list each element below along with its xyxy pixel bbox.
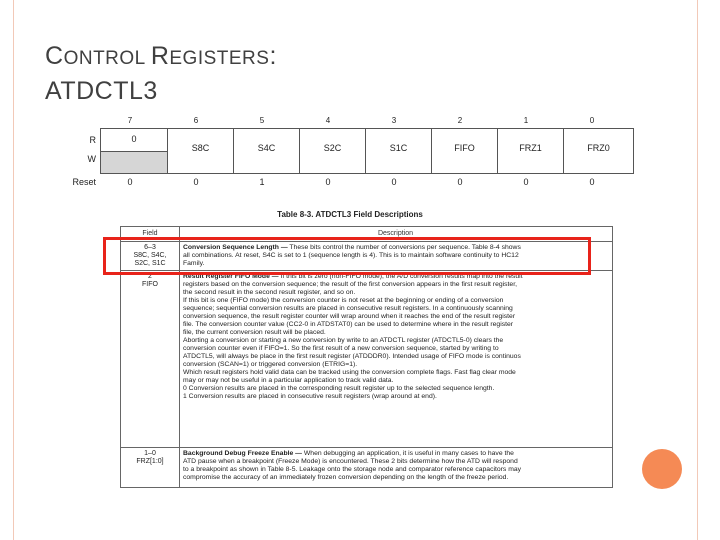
bit-number: 5 [259, 116, 265, 125]
row2-desc-line: Aborting a conversion or starting a new conversion by write to an ATDCTL register (ATDCTL5-0) clears the [183, 337, 504, 344]
row2-description [183, 273, 611, 401]
register-cell-s4c [233, 129, 299, 173]
row3-field-name: FRZ[1:0] [136, 458, 164, 465]
row-label-write: W [87, 154, 96, 164]
table-header-description: Description [377, 230, 413, 237]
row2-desc-line: conversion sequence, the result register counter will wrap around when it reaches the end of the result register [183, 313, 516, 320]
highlight-box [103, 237, 591, 275]
reset-value: 0 [589, 177, 595, 187]
register-cell-s8c [167, 129, 233, 173]
right-decor-line [697, 0, 698, 540]
row1-field-name-b: S2C, S1C [134, 260, 166, 267]
slide-title [45, 40, 465, 107]
table-title: Table 8-3. ATDCTL3 Field Descriptions [277, 210, 423, 219]
row3-desc-line: ATD pause when a breakpoint (Freeze Mode) is encountered. These 2 bits determine how the ATD will respond [183, 458, 518, 465]
reset-value: 0 [523, 177, 529, 187]
reset-value: 0 [457, 177, 463, 187]
bit-number: 0 [589, 116, 595, 125]
register-box [100, 128, 634, 174]
bit-number: 3 [391, 116, 397, 125]
row2-desc-line: conversion counter even if FIFO=1. So the first result of a new conversion sequence, started by writing to [183, 345, 499, 352]
register-cell-fifo [431, 129, 497, 173]
row2-desc-line: If this bit is one (FIFO mode) the conversion counter is not reset at the beginning or ending of a conversion [183, 297, 504, 304]
reset-value: 0 [391, 177, 397, 187]
accent-circle [642, 449, 682, 489]
field-frz0: FRZ0 [587, 143, 610, 153]
row3-field-bits: 1–0 [144, 450, 156, 457]
bit-number: 4 [325, 116, 331, 125]
field-s2c: S2C [323, 143, 342, 153]
row1-desc-line: Conversion Sequence Length — These bits control the number of conversions per sequence. Table 8-4 shows [183, 244, 521, 251]
row2-desc-line: the second result in the second result register, and so on. [183, 289, 356, 296]
description-heading: Result Register FIFO Mode — [183, 273, 279, 280]
row2-desc-line: file. The conversion counter value (CC2-0 in ATDSTAT0) can be used to determine where in the result register [183, 321, 514, 328]
reset-value: 0 [325, 177, 331, 187]
row3-desc-line: compromise the accuracy of an immediately frozen conversion depending on the length of the freeze period. [183, 474, 509, 481]
bit-number: 6 [193, 116, 199, 125]
row2-desc-line: 0 Conversion results are placed in the corresponding result register up to the selected sequence length. [183, 385, 495, 392]
register-cell-frz0 [563, 129, 633, 173]
row2-field-name: FIFO [142, 281, 158, 288]
field-fifo: FIFO [454, 143, 475, 153]
bit-number: 7 [127, 116, 133, 125]
register-cell-s1c [365, 129, 431, 173]
title-colon: : [269, 42, 277, 70]
row-label-read: R [89, 135, 96, 145]
field-frz1: FRZ1 [519, 143, 542, 153]
reset-value: 0 [193, 177, 199, 187]
table-header-field: Field [142, 230, 158, 237]
row-label-reset: Reset [72, 177, 96, 187]
bit-number: 2 [457, 116, 463, 125]
row2-desc-line: sequence; sequential conversion results are placed in consecutive result registers. In a continuously scanning [183, 305, 513, 312]
field-s8c: S8C [191, 143, 210, 153]
row2-desc-line: 1 Conversion results are placed in consecutive result registers (wrap around at end). [183, 393, 437, 400]
title-cap-c: C [45, 42, 64, 70]
slide-title-line1 [45, 40, 465, 75]
row2-desc-line: conversion (SCAN=1) or triggered conversion (ETRIG=1). [183, 361, 358, 368]
title-smallcaps-egisters: EGISTERS [169, 48, 270, 69]
row2-desc-line: may or may not be useful in a particular application to track valid data. [183, 377, 394, 384]
row1-desc-line: all combinations. At reset, S4C is set to 1 (sequence length is 4). This is to maintain software continuity to HC12 [183, 252, 519, 259]
row1-field-name-a: S8C, S4C, [133, 252, 167, 259]
row3-description [183, 450, 611, 482]
row2-desc-line: Which result registers hold valid data can be tracked using the conversion complete flags. Fast flag clear mode [183, 369, 516, 376]
left-decor-line [13, 0, 14, 540]
description-heading: Conversion Sequence Length — [183, 244, 288, 251]
bit-number: 1 [523, 116, 529, 125]
row2-field-bits: 2 [148, 273, 152, 280]
field-s1c: S1C [389, 143, 408, 153]
row3-desc-line: Background Debug Freeze Enable — When debugging an application, it is useful in many cases to have the [183, 450, 514, 457]
register-diagram [62, 114, 632, 192]
row2-desc-line: Result Register FIFO Mode — If this bit is zero (non-FIFO mode), the A/D conversion results map into the result [183, 273, 523, 280]
row1-field-bits: 6–3 [144, 244, 156, 251]
reset-value: 1 [259, 177, 265, 187]
field-s4c: S4C [257, 143, 276, 153]
description-heading: Background Debug Freeze Enable — [183, 450, 302, 457]
row-divider [121, 447, 612, 448]
row3-desc-line: to a breakpoint as shown in Table 8-5. Leakage onto the storage node and comparator reference capacitors may [183, 466, 522, 473]
bit7-write-shade [101, 151, 167, 173]
bit7-read-value: 0 [131, 134, 137, 144]
register-cell-frz1 [497, 129, 563, 173]
register-cell-s2c [299, 129, 365, 173]
title-cap-r: R [150, 42, 170, 70]
row2-desc-line: ATDCTL5, will always be place in the first result register (ATDDDR0). Intended usage of FIFO mode is continuos [183, 353, 521, 360]
row3-field [121, 450, 179, 466]
row1-desc-line: Family. [183, 260, 205, 267]
title-smallcaps-ontrol: ONTROL [63, 48, 151, 69]
slide-title-line2: ATDCTL3 [45, 77, 158, 105]
row2-desc-line: file, the current conversion result will be placed. [183, 329, 326, 336]
row2-field [121, 273, 179, 289]
row2-desc-line: registers based on the conversion sequence; the result of the first conversion appears in the first result register, [183, 281, 517, 288]
reset-value: 0 [127, 177, 133, 187]
register-cell-bit7 [101, 129, 167, 173]
